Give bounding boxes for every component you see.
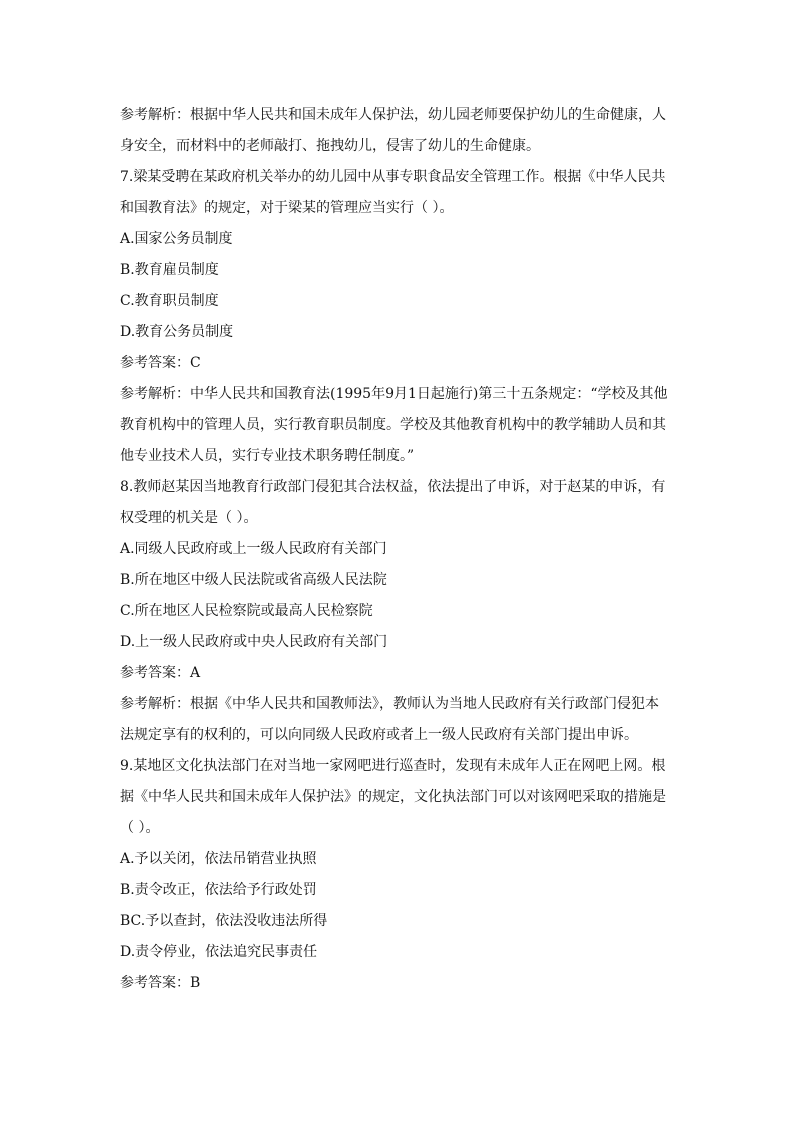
question-7-option-d: D.教育公务员制度 (120, 324, 234, 340)
question-8-option-c: C.所在地区人民检察院或最高人民检察院 (120, 603, 373, 619)
question-8-answer: 参考答案：A (120, 665, 201, 681)
analysis-paragraph: 参考解析：根据中华人民共和国未成年人保护法，幼儿园老师要保护幼儿的生命健康，人身安全，而材料中的老师敲打、拖拽幼儿，侵害了幼儿的生命健康。 (120, 107, 666, 154)
question-7-analysis: 参考解析：中华人民共和国教育法(1995年9月1日起施行)第三十五条规定：“学校及其他教育机构中的管理人员，实行教育职员制度。学校及其他教育机构中的教学辅助人员和其他专业技术人员，实行专业技术职务聘任制度。” (120, 386, 668, 464)
question-8-option-b: B.所在地区中级人民法院或省高级人民法院 (120, 572, 387, 588)
question-7-option-c: C.教育职员制度 (120, 293, 219, 309)
question-9-answer: 参考答案：B (120, 975, 201, 991)
question-9-option-a: A.予以关闭，依法吊销营业执照 (120, 851, 317, 867)
question-7-option-a: A.国家公务员制度 (120, 231, 233, 247)
question-9-option-c: BC.予以查封，依法没收违法所得 (120, 913, 328, 929)
question-7-answer: 参考答案：C (120, 355, 201, 371)
question-9-option-b: B.责令改正，依法给予行政处罚 (120, 882, 317, 898)
question-8-option-a: A.同级人民政府或上一级人民政府有关部门 (120, 541, 387, 557)
question-7-stem: 7.梁某受聘在某政府机关举办的幼儿园中从事专职食品安全管理工作。根据《中华人民共和国教育法》的规定，对于梁某的管理应当实行（ ）。 (120, 169, 666, 216)
question-8-stem: 8.教师赵某因当地教育行政部门侵犯其合法权益，依法提出了申诉，对于赵某的申诉，有权受理的机关是（ ）。 (120, 479, 666, 526)
question-8-analysis: 参考解析：根据《中华人民共和国教师法》，教师认为当地人民政府有关行政部门侵犯本法规定享有的权利的，可以向同级人民政府或者上一级人民政府有关部门提出申诉。 (120, 696, 659, 743)
question-9-option-d: D.责令停业，依法追究民事责任 (120, 944, 318, 960)
question-9-stem: 9.某地区文化执法部门在对当地一家网吧进行巡查时，发现有未成年人正在网吧上网。根据《中华人民共和国未成年人保护法》的规定，文化执法部门可以对该网吧采取的措施是（ ）。 (120, 758, 666, 836)
question-8-option-d: D.上一级人民政府或中央人民政府有关部门 (120, 634, 388, 650)
question-7-option-b: B.教育雇员制度 (120, 262, 219, 278)
document-body (120, 100, 672, 999)
